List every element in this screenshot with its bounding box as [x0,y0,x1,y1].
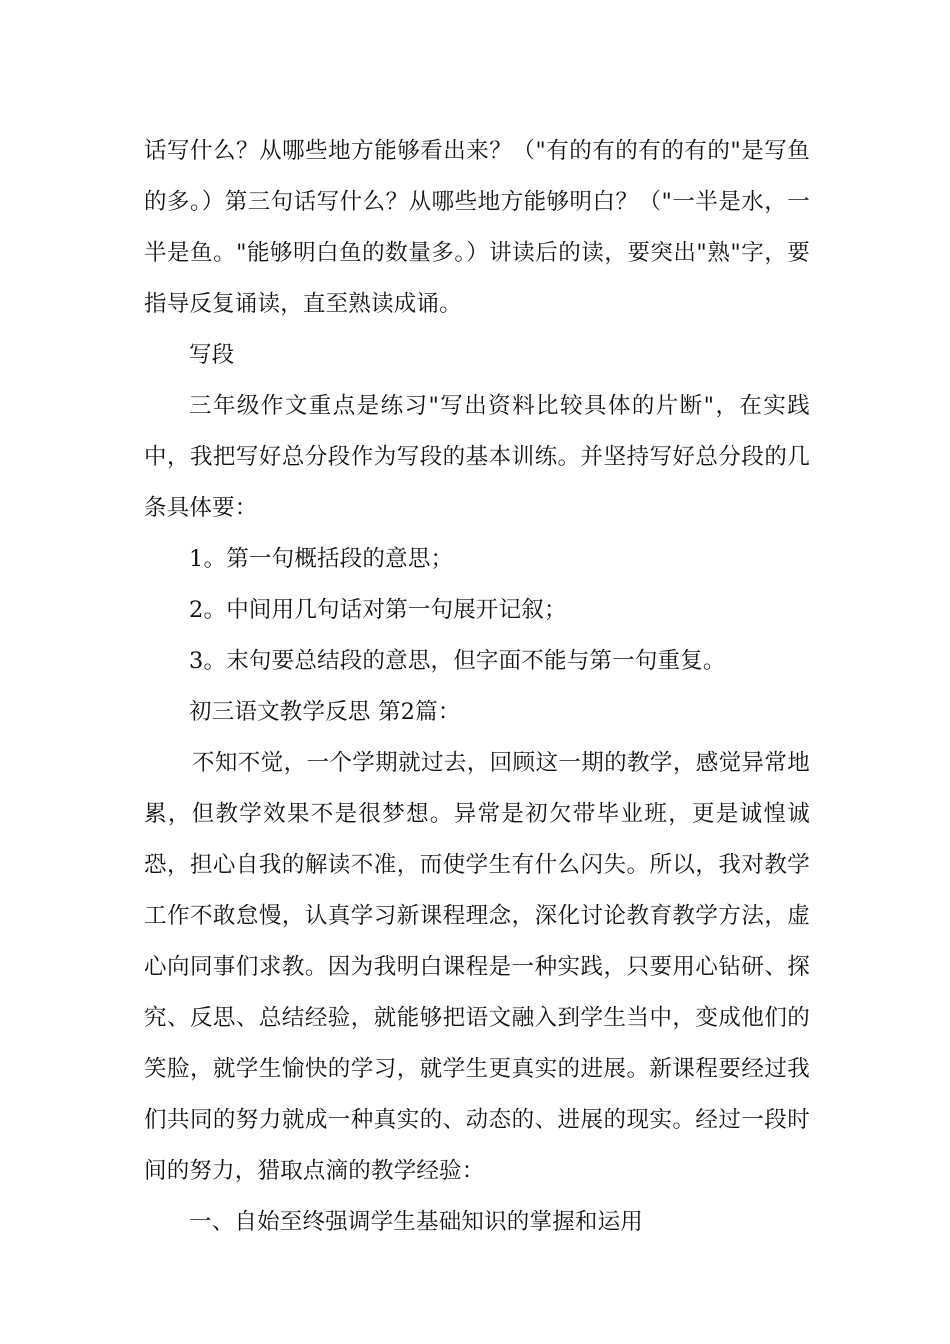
section-heading-one: 一、自始至终强调学生基础知识的掌握和运用 [189,1209,644,1235]
list-item-2: 2。中间用几句话对第一句展开记叙； [189,597,567,623]
list-item-3: 3。末句要总结段的意思，但字面不能与第一句重复。 [189,648,726,674]
list-item-1: 1。第一句概括段的意思； [189,546,454,572]
paragraph-writing-goal: 三年级作文重点是练习"写出资料比较具体的片断"，在实践中，我把写好总分段作为写段的基本训练。并坚持写好总分段的几条具体要： [144,393,810,521]
paragraph-reflection: 不知不觉，一个学期就过去，回顾这一期的教学，感觉异常地累，但教学效果不是很梦想。异常是初欠带毕业班，更是诚惶诚恐，担心自我的解读不准，而使学生有什么闪失。所以，我对教学工作不敢怠慢，认真学习新课程理念，深化讨论教育教学方法，虚心向同事们求教。因为我明白课程是一种实践，只要用心钻研、探究、反思、总结经验，就能够把语文融入到学生当中，变成他们的笑脸，就学生愉快的学习，就学生更真实的进展。新课程要经过我们共同的努力就成一种真实的、动态的、进展的现实。经过一段时间的努力，猎取点滴的教学经验： [144,750,810,1184]
document-body [144,126,810,1248]
article-title: 初三语文教学反思 第2篇： [189,699,461,725]
paragraph-continuation: 话写什么？从哪些地方能够看出来？（"有的有的有的有的"是写鱼的多。）第三句话写什么？从哪些地方能够明白？（"一半是水，一半是鱼。"能够明白鱼的数量多。）讲读后的读，要突出"熟"字，要指导反复诵读，直至熟读成诵。 [144,138,810,317]
section-heading-writing-paragraph: 写段 [189,342,235,368]
